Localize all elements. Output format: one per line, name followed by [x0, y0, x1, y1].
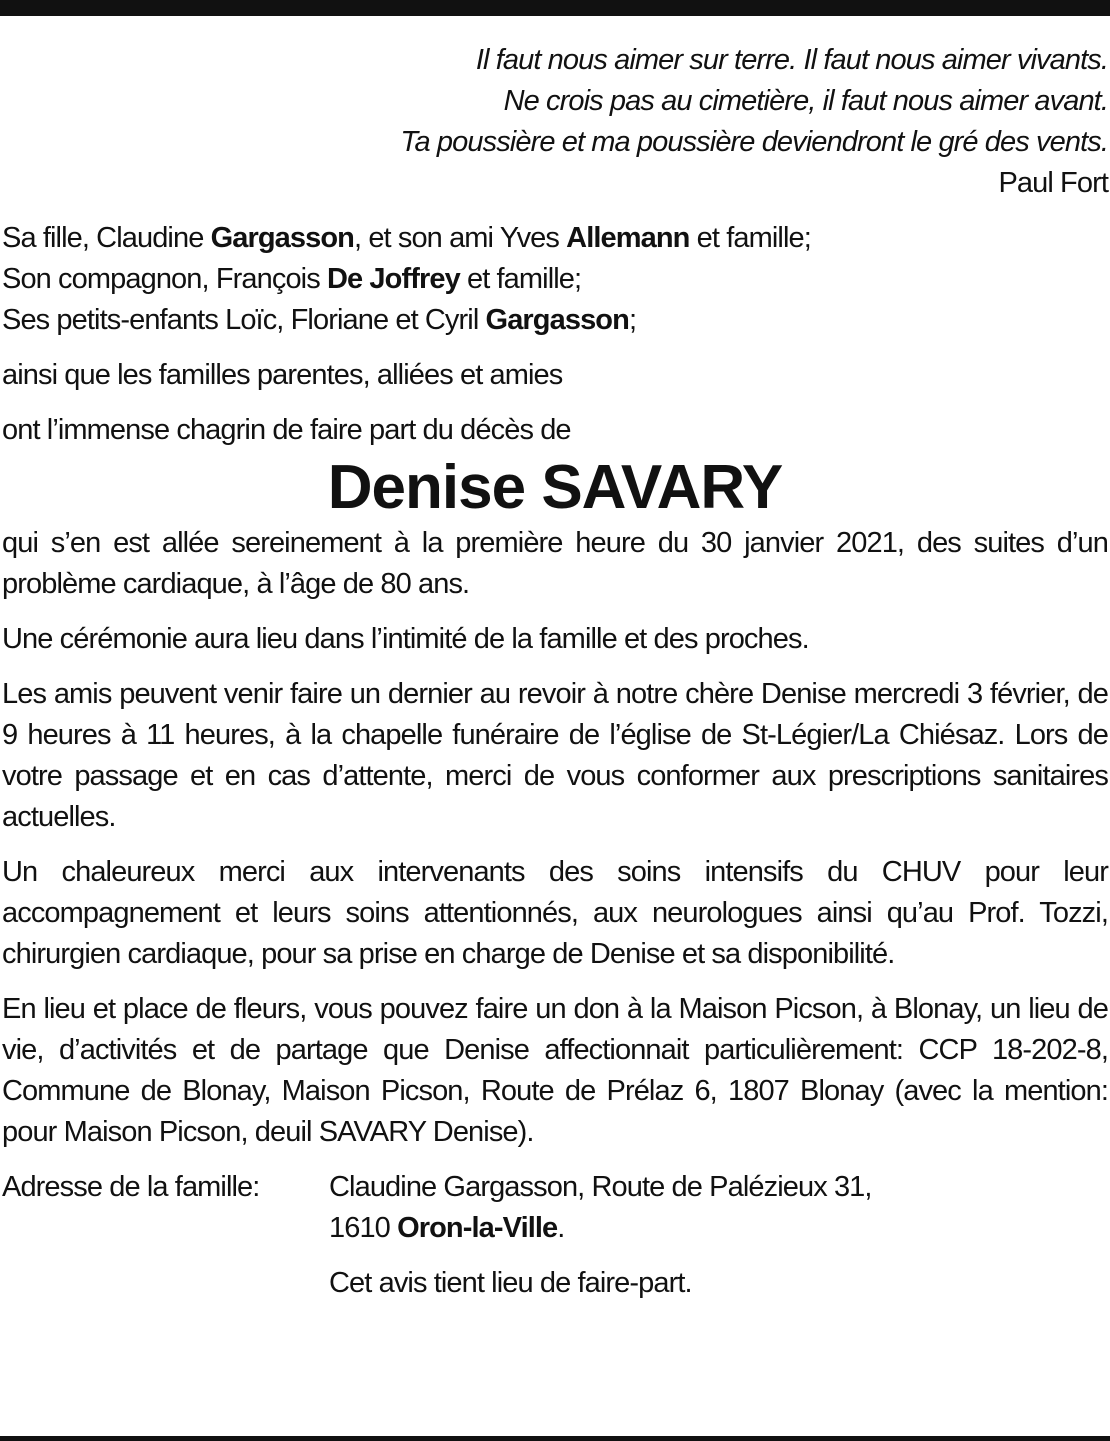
paragraph-passing: qui s’en est allée sereinement à la première heure du 30 janvier 2021, des suites d’un problème cardiaque, à l’âge de 80 ans. [2, 527, 1108, 600]
poem-author: Paul Fort [998, 167, 1108, 199]
obituary-notice [2, 40, 1108, 1304]
address-line1: Claudine Gargasson, Route de Palézieux 31, [329, 1171, 872, 1203]
family-line-grandchildren [2, 300, 1108, 341]
bottom-border-rule [0, 1436, 1110, 1441]
surname: De Joffrey [326, 263, 460, 295]
paragraph-donation: En lieu et place de fleurs, vous pouvez faire un don à la Maison Picson, à Blonay, un lieu de vie, d’activités et de partage que Denise affectionnait particulièrement: CCP 18-202-8, Commune de Blonay, Maison Picson, Route de Prélaz 6, 1807 Blonay (avec la mention: pour Maison Picson, deuil SAVARY Denise). [2, 993, 1108, 1148]
deceased-name: Denise SAVARY [327, 453, 783, 522]
surname: Allemann [566, 222, 690, 254]
text-span: et famille; [689, 222, 811, 254]
paragraph-visitation: Les amis peuvent venir faire un dernier au revoir à notre chère Denise mercredi 3 février, de 9 heures à 11 heures, à la chapelle funéraire de l’église de St-Légier/La Chiésaz. Lors de votre passage et en cas d’attente, merci de vous conformer aux prescriptions sanitaires actuelles. [2, 678, 1108, 833]
text-span: ; [628, 304, 637, 336]
poem-line: Ta poussière et ma poussière deviendront le gré des vents. [400, 126, 1108, 158]
text-span: . [557, 1212, 565, 1244]
text-span: Sa fille, Claudine [2, 222, 211, 254]
announcement-line: ont l’immense chagrin de faire part du décès de [2, 414, 571, 446]
top-border-rule [0, 0, 1110, 16]
text-span: et famille; [459, 263, 582, 295]
address-line2 [329, 1208, 1108, 1249]
surname: Gargasson [485, 304, 629, 336]
address-label: Adresse de la famille: [2, 1171, 260, 1203]
paragraph-ceremony: Une cérémonie aura lieu dans l’intimité de la famille et des proches. [2, 623, 809, 655]
text-span: , et son ami Yves [354, 222, 567, 254]
postal-code: 1610 [329, 1212, 398, 1244]
notice-line: Cet avis tient lieu de faire-part. [329, 1267, 692, 1299]
city: Oron-la-Ville [397, 1212, 558, 1244]
relatives-line: ainsi que les familles parentes, alliées et amies [2, 359, 563, 391]
surname: Gargasson [210, 222, 354, 254]
family-list [2, 218, 1108, 341]
family-address [2, 1167, 1108, 1304]
family-line-companion [2, 259, 1108, 300]
poem-line: Ne crois pas au cimetière, il faut nous aimer avant. [503, 85, 1108, 117]
paragraph-thanks: Un chaleureux merci aux intervenants des soins intensifs du CHUV pour leur accompagnement et leurs soins attentionnés, aux neurologues ainsi qu’au Prof. Tozzi, chirurgien cardiaque, pour sa prise en charge de Denise et sa disponibilité. [2, 856, 1108, 970]
text-span: Son compagnon, François [2, 263, 327, 295]
poem-line: Il faut nous aimer sur terre. Il faut nous aimer vivants. [475, 44, 1108, 76]
text-span: Ses petits-enfants Loïc, Floriane et Cyril [2, 304, 486, 336]
epigraph-poem [2, 40, 1108, 204]
family-line-daughter [2, 218, 1108, 259]
